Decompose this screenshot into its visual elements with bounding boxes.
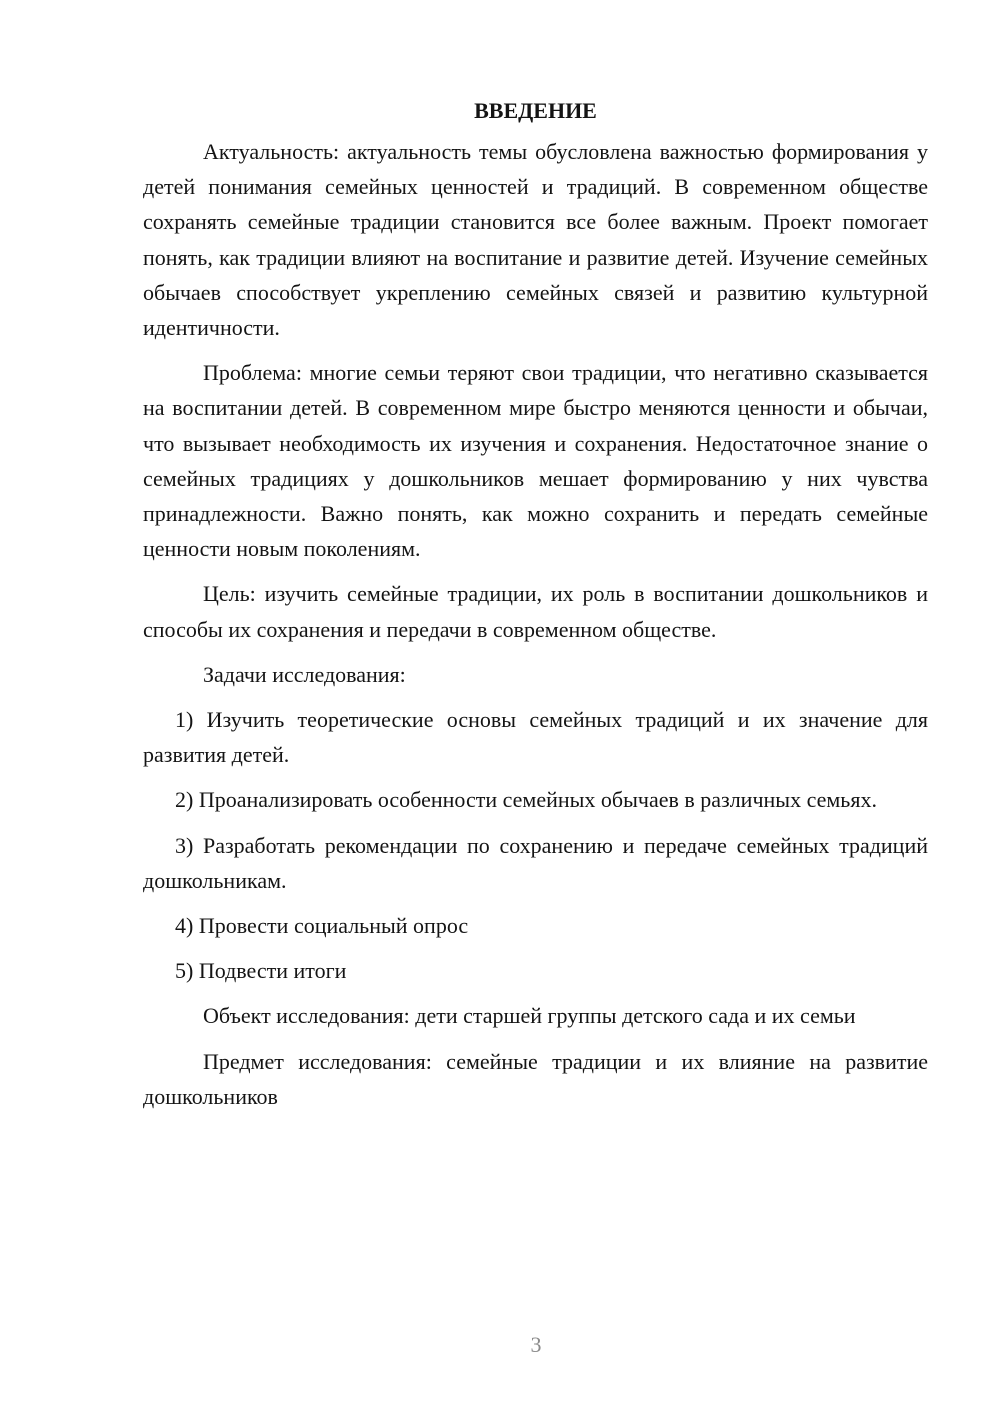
tasks-list [143, 702, 928, 988]
section-heading: ВВЕДЕНИЕ [474, 98, 597, 123]
task-item: 5) Подвести итоги [175, 958, 347, 984]
task-item: 3) Разработать рекомендации по сохранению и передаче семейных традиций дошкольникам. [143, 832, 928, 893]
object-paragraph: Объект исследования: дети старшей группы детского сада и их семьи [203, 1003, 856, 1029]
problem-paragraph: Проблема: многие семьи теряют свои традиции, что негативно сказывается на воспитании детей. В современном мире быстро меняются ценности и обычаи, что вызывает необходимость их изучения и сохранения. Недостаточное знание о семейных традициях у дошкольников мешает формированию у них чувства принадлежности. Важно понять, как можно сохранить и передать семейные ценности новым поколениям. [143, 360, 928, 562]
page-number: 3 [530, 1332, 542, 1357]
task-item: 1) Изучить теоретические основы семейных традиций и их значение для развития детей. [143, 707, 928, 768]
relevance-paragraph: Актуальность: актуальность темы обусловлена важностью формирования у детей понимания семейных ценностей и традиций. В современном обществе сохранять семейные традиции становится все более важным. Проект помогает понять, как традиции влияют на воспитание и развитие детей. Изучение семейных обычаев способствует укреплению семейных связей и развитию культурной идентичности. [143, 139, 928, 341]
task-item: 4) Провести социальный опрос [175, 913, 469, 939]
goal-paragraph: Цель: изучить семейные традиции, их роль в воспитании дошкольников и способы их сохранения и передачи в современном обществе. [143, 581, 928, 642]
subject-paragraph: Предмет исследования: семейные традиции и их влияние на развитие дошкольников [143, 1048, 928, 1109]
task-item: 2) Проанализировать особенности семейных обычаев в различных семьях. [175, 787, 877, 813]
tasks-heading: Задачи исследования: [203, 661, 406, 687]
document-page [143, 93, 928, 1124]
